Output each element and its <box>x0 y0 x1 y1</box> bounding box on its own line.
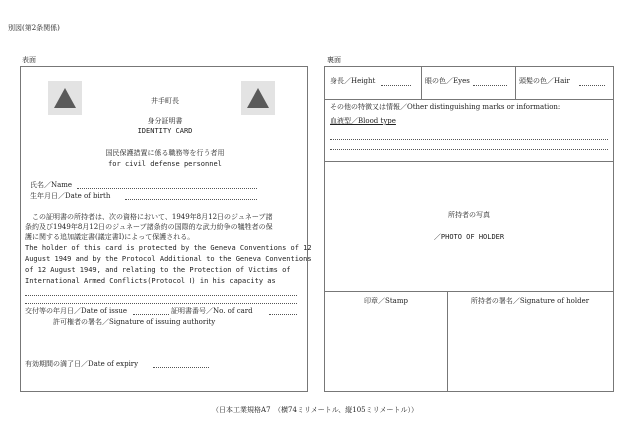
statement-en-1: The holder of this card is protected by the Geneva Conventions of 12 <box>25 244 312 252</box>
dob-label: 生年月日／Date of birth <box>30 192 111 200</box>
back-side-label: 裏面 <box>327 56 341 64</box>
front-side-label: 表面 <box>22 56 36 64</box>
issue-date-field-line[interactable] <box>133 314 169 315</box>
marks-line-2[interactable] <box>330 149 608 150</box>
other-marks-label: その他の特徴又は情報／Other distinguishing marks or information: <box>330 103 561 111</box>
statement-en-4: International Armed Conflicts(Protocol Ⅰ) in his capacity as <box>25 277 276 285</box>
card-title-en: IDENTITY CARD <box>137 127 193 135</box>
holder-signature-label: 所持者の署名／Signature of holder <box>470 297 590 305</box>
statement-ja-1: この証明書の所持者は、次の資格において、1949年8月12日のジュネーブ諸 <box>25 213 273 221</box>
eyes-label: 眼の色／Eyes <box>425 77 470 85</box>
statement-ja-3: 護に関する追加議定書(議定書Ⅰ)によって保護される。 <box>25 233 195 241</box>
dob-field-line[interactable] <box>125 199 257 200</box>
height-label: 身長／Height <box>330 77 376 85</box>
footer-note: （日本工業規格A7 （横74ミリメートル、縦105ミリメートル）） <box>212 406 418 414</box>
card-number-label: 証明書番号／No. of card <box>171 307 253 315</box>
issue-date-label: 交付等の年月日／Date of issue <box>25 307 128 315</box>
expiry-label: 有効期間の満了日／Date of expiry <box>25 360 139 368</box>
front-card <box>20 66 312 392</box>
capacity-line-2[interactable] <box>25 303 297 304</box>
card-subtitle-ja: 国民保護措置に係る職務等を行う者用 <box>105 149 225 157</box>
marks-line-1[interactable] <box>330 139 608 140</box>
name-field-line[interactable] <box>77 188 257 189</box>
card-subtitle-en: for civil defense personnel <box>108 160 222 168</box>
name-label: 氏名／Name <box>30 181 73 189</box>
stamp-label: 印章／Stamp <box>364 297 408 305</box>
blood-type-label: 血液型／Blood type <box>330 117 396 125</box>
capacity-line-1[interactable] <box>25 295 297 296</box>
card-number-field-line[interactable] <box>269 314 297 315</box>
expiry-field-line[interactable] <box>153 367 209 368</box>
card-title-ja: 身分証明書 <box>147 117 183 125</box>
height-field-line[interactable] <box>381 85 411 86</box>
hair-label: 頭髪の色／Hair <box>519 77 570 85</box>
photo-label-ja: 所持者の写真 <box>448 211 490 219</box>
back-card <box>324 66 614 392</box>
statement-ja-2: 条約及び1949年8月12日のジュネーブ諸条約の国際的な武力紛争の犠牲者の保 <box>25 223 273 231</box>
photo-label-en: ／PHOTO OF HOLDER <box>433 233 505 241</box>
annex-label: 別図(第2条関係) <box>8 24 60 32</box>
statement-en-2: August 1949 and by the Protocol Additional to the Geneva Conventions <box>25 255 312 263</box>
authority-signature-label: 許可権者の署名／Signature of issuing authority <box>53 318 216 326</box>
issuer-name: 井手町長 <box>151 97 179 105</box>
hair-field-line[interactable] <box>579 85 605 86</box>
eyes-field-line[interactable] <box>473 85 507 86</box>
statement-en-3: of 12 August 1949, and relating to the Protection of Victims of <box>25 266 291 274</box>
